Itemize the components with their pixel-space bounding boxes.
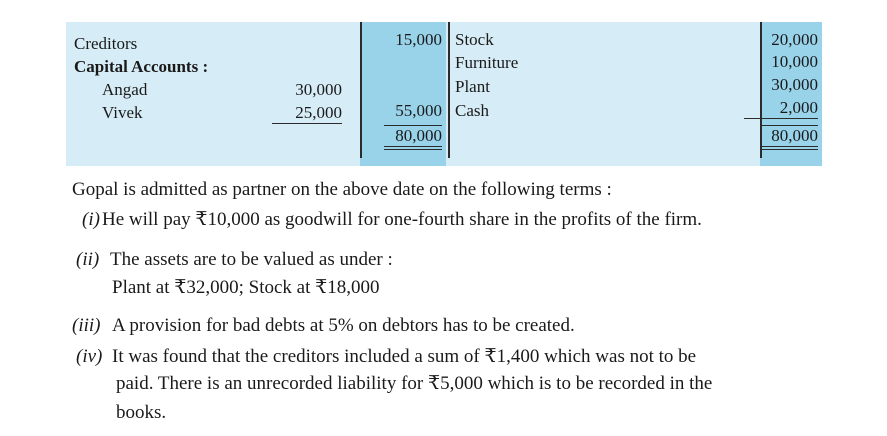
- term-4-number: (iv): [76, 346, 103, 367]
- term-2-subtext: Plant at ₹32,000; Stock at ₹18,000: [112, 277, 380, 298]
- liability-creditors-label: Creditors: [74, 34, 138, 53]
- term-4-line-1: It was found that the creditors included a sum of ₹1,400 which was not to be: [112, 346, 697, 367]
- asset-stock-label: Stock: [455, 30, 494, 49]
- column-divider-left: [360, 22, 362, 158]
- creditors-amount: 15,000: [395, 30, 442, 49]
- intro-paragraph: Gopal is admitted as partner on the above date on the following terms :: [72, 179, 612, 200]
- term-4-line-2: paid. There is an unrecorded liability for ₹5,000 which is to be recorded in the: [116, 373, 713, 394]
- asset-plant-label: Plant: [455, 77, 490, 96]
- liability-angad-label: Angad: [102, 80, 148, 99]
- asset-cash-label: Cash: [455, 101, 489, 120]
- term-1-number: (i): [82, 209, 100, 230]
- furniture-amount: 10,000: [771, 52, 818, 71]
- term-1-text: He will pay ₹10,000 as goodwill for one-fourth share in the profits of the firm.: [102, 209, 702, 230]
- asset-furniture-label: Furniture: [455, 53, 519, 72]
- balance-sheet: [66, 22, 822, 166]
- capital-total-amount: 55,000: [395, 101, 442, 120]
- liability-vivek-label: Vivek: [102, 103, 143, 122]
- liabilities-total-amount: 80,000: [384, 125, 442, 150]
- assets-total-amount: 80,000: [762, 125, 818, 150]
- term-3-text: A provision for bad debts at 5% on debtors has to be created.: [112, 315, 575, 336]
- liability-capital-accounts-label: Capital Accounts :: [74, 57, 209, 76]
- plant-amount: 30,000: [771, 75, 818, 94]
- term-2-number: (ii): [76, 249, 100, 270]
- term-3-number: (iii): [72, 315, 101, 336]
- stock-amount: 20,000: [771, 30, 818, 49]
- term-4-line-3: books.: [116, 402, 167, 423]
- vivek-capital-amount: 25,000: [272, 103, 342, 124]
- cash-amount: 2,000: [744, 98, 818, 119]
- term-2-text: The assets are to be valued as under :: [110, 249, 393, 270]
- angad-capital-amount: 30,000: [295, 80, 342, 99]
- column-divider-center: [448, 22, 450, 158]
